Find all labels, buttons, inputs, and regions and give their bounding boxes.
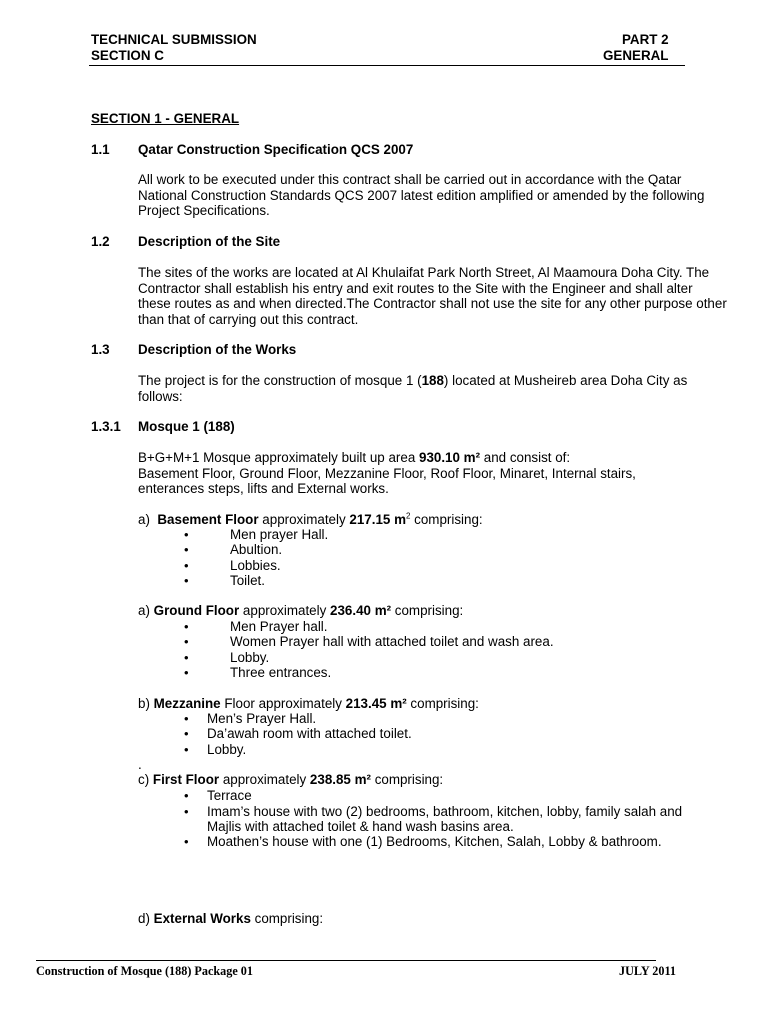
- bullet-dot-icon: •: [184, 558, 189, 573]
- list-item: Abultion.: [230, 542, 283, 557]
- sec-1-3-1-title: Mosque 1 (188): [138, 419, 235, 434]
- list-item: Lobbies.: [230, 558, 281, 573]
- header-left-line2: SECTION C: [91, 48, 164, 63]
- external-works-heading: d) External Works comprising:: [138, 911, 324, 926]
- header-right-line2: GENERAL: [603, 48, 669, 63]
- sec-1-1-body: All work to be executed under this contract shall be carried out in accordance with the Qatar National Construction Standards QCS 2007 latest edition amplified or amended by the following Project Specifications.: [138, 172, 705, 219]
- bullet-dot-icon: •: [184, 788, 189, 803]
- bullet-dot-icon: •: [184, 573, 189, 588]
- sec-1-1-title: Qatar Construction Specification QCS 2007: [138, 142, 414, 157]
- bullet-dot-icon: •: [184, 834, 189, 849]
- sec-1-3-1-number: 1.3.1: [91, 419, 121, 434]
- bullet-dot-icon: •: [184, 726, 189, 741]
- list-item: Terrace: [207, 788, 252, 803]
- stray-dot: .: [138, 757, 142, 772]
- sec-1-2-number: 1.2: [91, 234, 110, 249]
- mosque-intro-line3: enterances steps, lifts and External works.: [138, 481, 389, 496]
- ground-heading: a) Ground Floor approximately 236.40 m² comprising:: [138, 603, 464, 618]
- bullet-dot-icon: •: [184, 527, 189, 542]
- bullet-dot-icon: •: [184, 665, 189, 680]
- bullet-dot-icon: •: [184, 634, 189, 649]
- sec-1-3-number: 1.3: [91, 342, 110, 357]
- mosque-intro-line2: Basement Floor, Ground Floor, Mezzanine Floor, Roof Floor, Minaret, Internal stairs,: [138, 466, 636, 481]
- bullet-dot-icon: •: [184, 804, 189, 819]
- footer-right: JULY 2011: [619, 964, 677, 978]
- list-item: Moathen’s house with one (1) Bedrooms, Kitchen, Salah, Lobby & bathroom.: [207, 834, 662, 849]
- list-item: Lobby.: [207, 742, 247, 757]
- bullet-dot-icon: •: [184, 742, 189, 757]
- list-item: Three entrances.: [230, 665, 332, 680]
- sec-1-2-title: Description of the Site: [138, 234, 281, 249]
- footer-rule: [36, 960, 656, 961]
- mezzanine-heading: b) Mezzanine Floor approximately 213.45 m² comprising:: [138, 696, 479, 711]
- list-item: Lobby.: [230, 650, 270, 665]
- list-item: Imam’s house with two (2) bedrooms, bathroom, kitchen, lobby, family salah and: [207, 804, 683, 819]
- bullet-dot-icon: •: [184, 619, 189, 634]
- first-floor-heading: c) First Floor approximately 238.85 m² comprising:: [138, 772, 444, 787]
- mosque-intro-line1: B+G+M+1 Mosque approximately built up area 930.10 m² and consist of:: [138, 450, 571, 465]
- list-item: Da’awah room with attached toilet.: [207, 726, 412, 741]
- bullet-dot-icon: •: [184, 650, 189, 665]
- sec-1-3-body: The project is for the construction of mosque 1 (188) located at Musheireb area Doha City as follows:: [138, 373, 688, 404]
- header-left-line1: TECHNICAL SUBMISSION: [91, 32, 257, 47]
- list-item: Men prayer Hall.: [230, 527, 329, 542]
- list-item: Men’s Prayer Hall.: [207, 711, 317, 726]
- bullet-dot-icon: •: [184, 711, 189, 726]
- list-item: Toilet.: [230, 573, 265, 588]
- footer-left: Construction of Mosque (188) Package 01: [36, 964, 253, 978]
- sec-1-3-title: Description of the Works: [138, 342, 297, 357]
- sec-1-2-body: The sites of the works are located at Al Khulaifat Park North Street, Al Maamoura Doha City. The Contractor shall establish his entry and exit routes to the Site with the Engineer and shall alter these routes as and when directed.The Contractor shall not use the site for any other purpose other than that of carrying out this contract.: [138, 265, 727, 327]
- basement-heading: a) Basement Floor approximately 217.15 $m^2$ comprising:: [138, 511, 483, 527]
- list-item: Men Prayer hall.: [230, 619, 328, 634]
- header-right-line1: PART 2: [622, 32, 669, 47]
- list-item: Women Prayer hall with attached toilet and wash area.: [230, 634, 554, 649]
- sec-1-1-number: 1.1: [91, 142, 110, 157]
- header-rule: [89, 65, 685, 66]
- list-item-continuation: Majlis with attached toilet & hand wash basins area.: [207, 819, 514, 834]
- bullet-dot-icon: •: [184, 542, 189, 557]
- section-title: SECTION 1 - GENERAL: [91, 111, 240, 126]
